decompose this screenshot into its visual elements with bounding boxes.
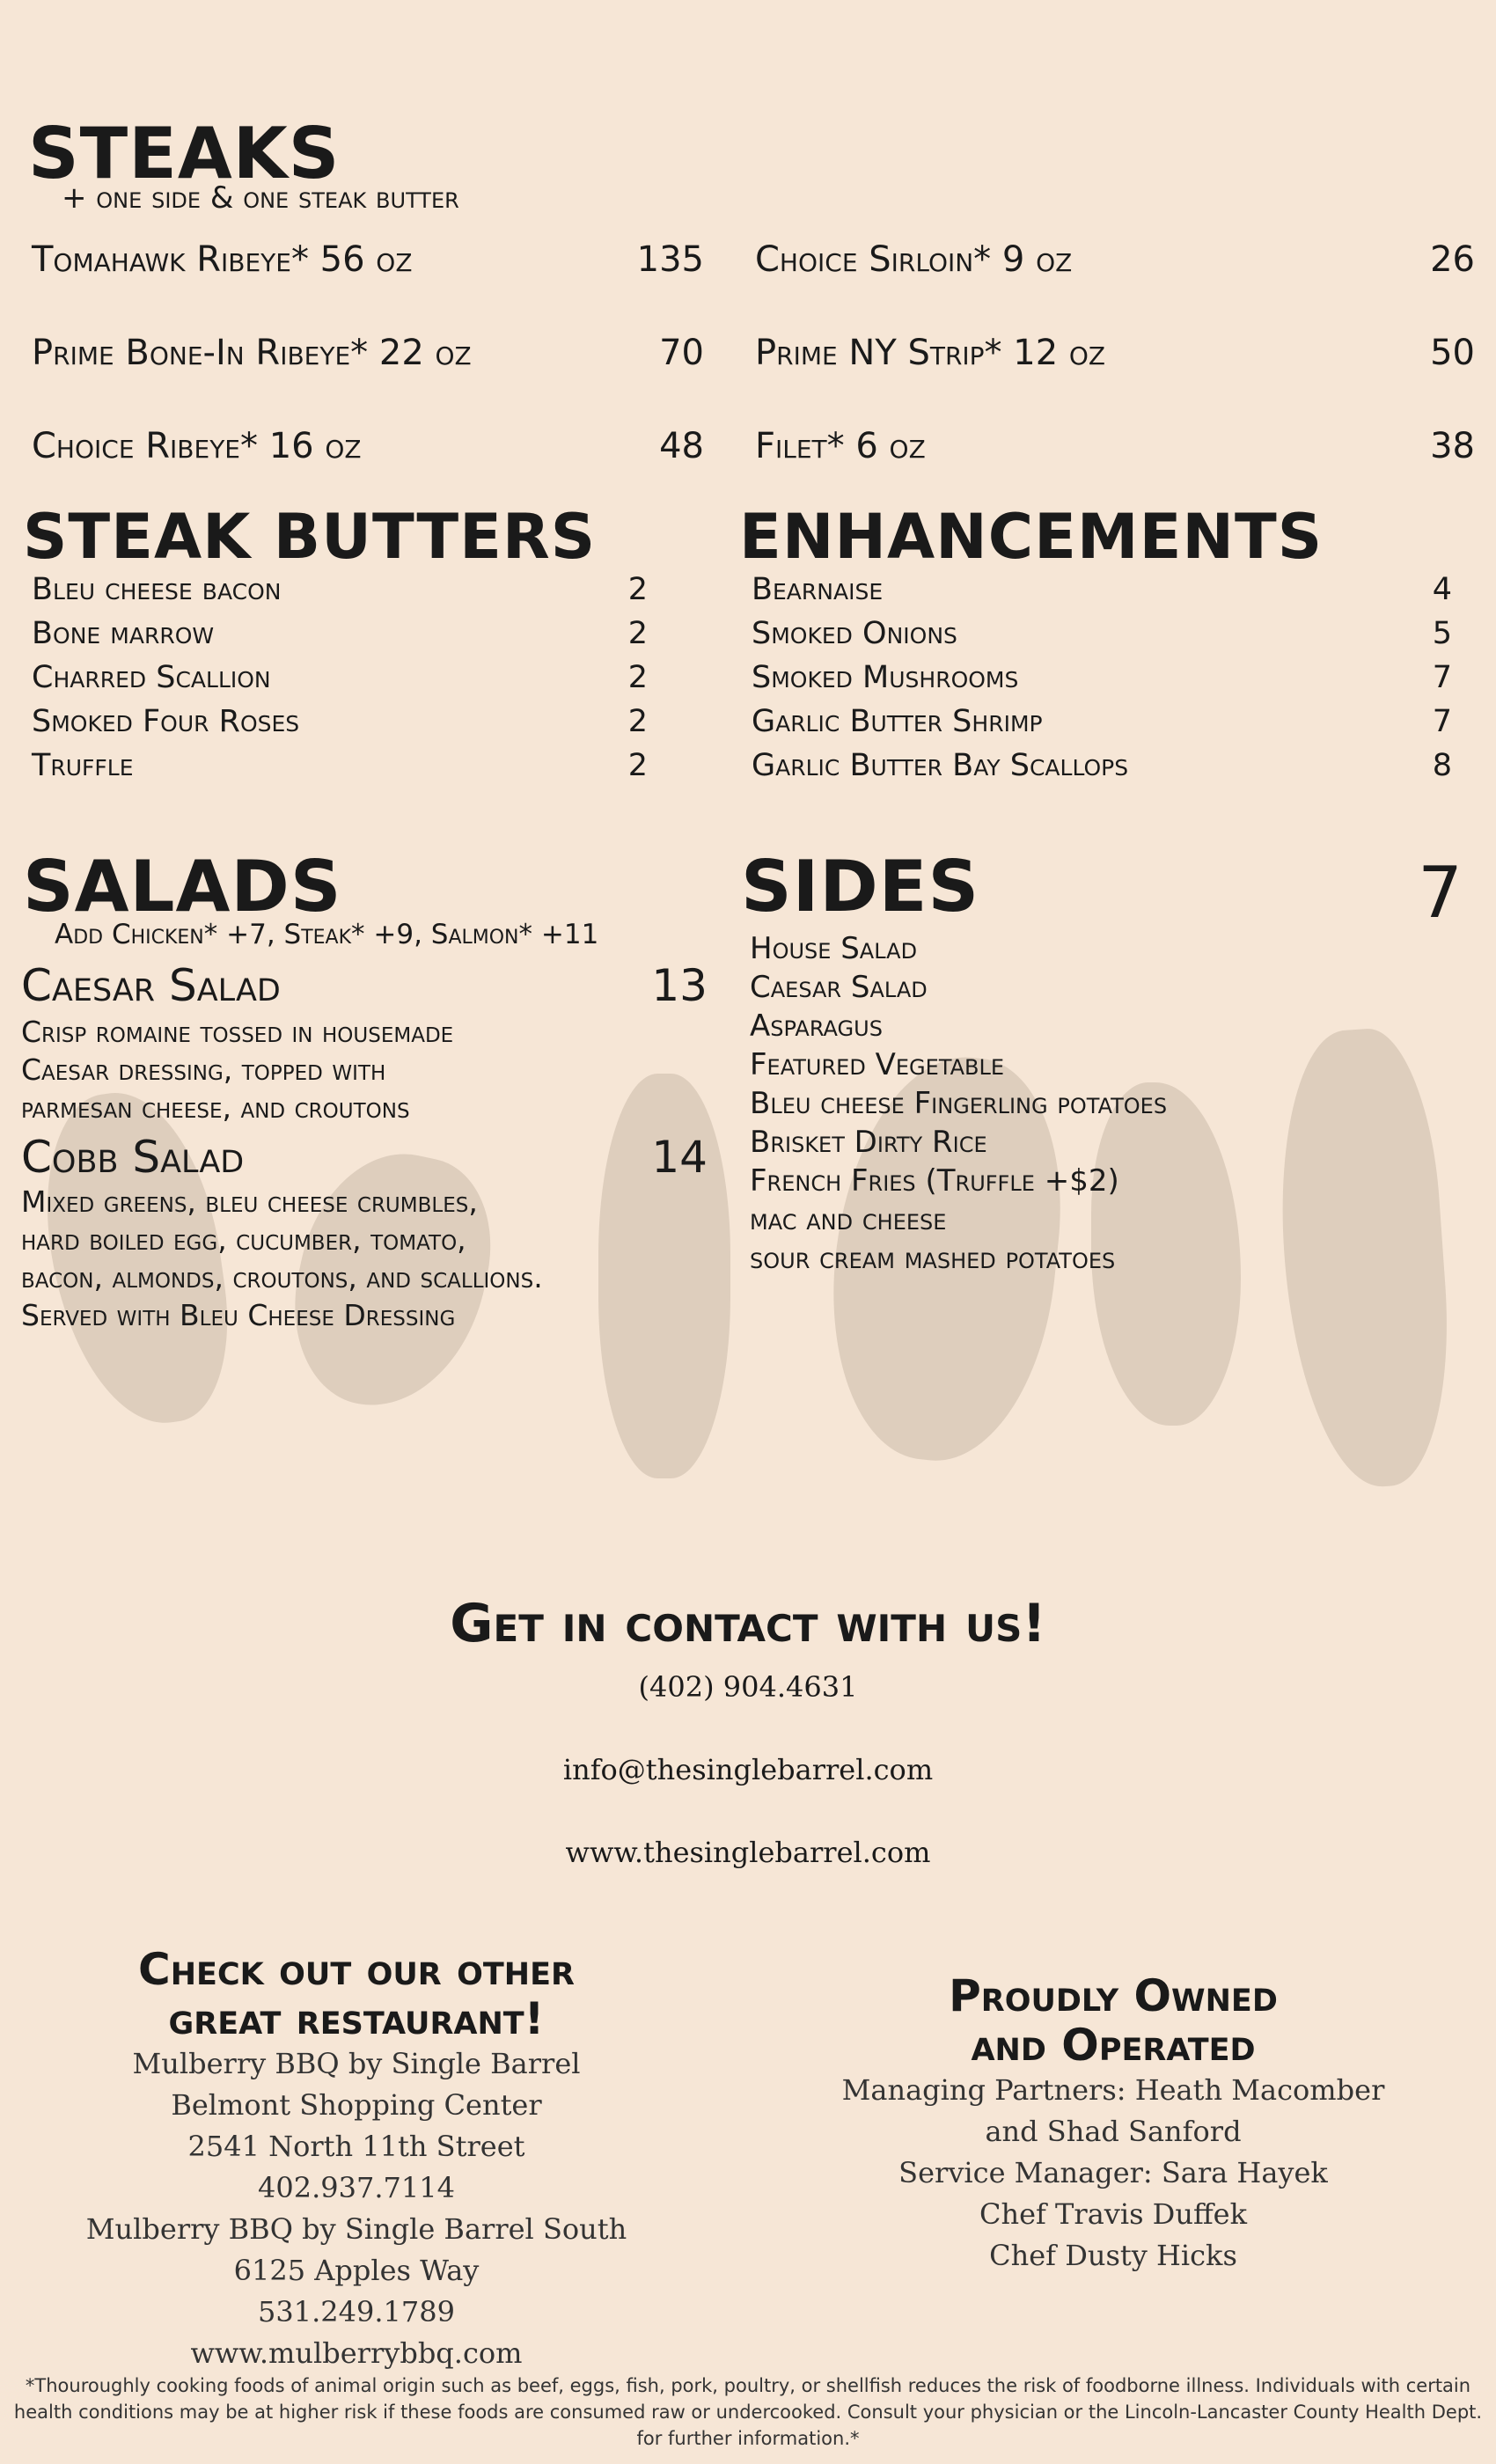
item-price: 14 — [651, 1132, 708, 1183]
salads-addons: Add Chicken* +7, Steak* +9, Salmon* +11 — [55, 919, 599, 950]
salads-list — [21, 960, 708, 1334]
item-name: Smoked Mushrooms — [752, 660, 1019, 695]
menu-item — [32, 426, 704, 479]
steaks-section — [28, 113, 341, 194]
list-item — [32, 612, 648, 656]
list-item — [752, 612, 1452, 656]
item-name: Choice Sirloin* 9 oz — [755, 239, 1073, 280]
sides-header — [741, 846, 1463, 934]
item-price: 8 — [1432, 748, 1452, 783]
sides-title: SIDES — [741, 846, 980, 928]
item-name: Filet* 6 oz — [755, 426, 926, 466]
item-name: Cobb Salad — [21, 1132, 245, 1183]
list-item — [752, 700, 1452, 744]
enhancements-list — [752, 568, 1452, 788]
item-name: Truffle — [32, 748, 134, 783]
description-line: parmesan cheese, and croutons — [21, 1090, 410, 1125]
list-item — [32, 568, 648, 612]
item-price: 7 — [1432, 704, 1452, 739]
item-price: 2 — [627, 616, 648, 651]
item-name: Bone marrow — [32, 616, 215, 651]
item-name: Garlic Butter Bay Scallops — [752, 748, 1129, 783]
footnote-line: *Thouroughly cooking foods of animal origin such as beef, eggs, fish, pork, poultry, or shellfish reduces the risk of foodborne illness. Individuals with certain — [25, 2375, 1471, 2396]
restaurant-phone: 531.249.1789 — [258, 2295, 455, 2328]
item-price: 5 — [1432, 616, 1452, 651]
item-name: Charred Scallion — [32, 660, 271, 695]
restaurant-line: Belmont Shopping Center — [171, 2088, 542, 2122]
contact-email: info@thesinglebarrel.com — [562, 1753, 934, 1786]
item-price: 135 — [636, 239, 704, 280]
owner-line: Service Manager: Sara Hayek — [898, 2156, 1328, 2189]
contact-phone: (402) 904.4631 — [638, 1670, 858, 1704]
item-price: 4 — [1432, 572, 1452, 607]
owner-line: and Shad Sanford — [985, 2115, 1242, 2148]
item-price: 50 — [1430, 333, 1475, 373]
owner-line: Chef Travis Duffek — [979, 2197, 1247, 2231]
item-name: Bearnaise — [752, 572, 884, 607]
salads-title: SALADS — [23, 846, 342, 928]
list-item — [32, 744, 648, 788]
contact-section — [0, 1593, 1496, 1869]
item-price: 13 — [651, 960, 708, 1011]
owner-line: Chef Dusty Hicks — [989, 2239, 1237, 2272]
restaurant-phone: 402.937.7114 — [258, 2171, 455, 2204]
item-name: Garlic Butter Shrimp — [752, 704, 1043, 739]
list-item: Asparagus — [750, 1008, 883, 1044]
list-item: French Fries (Truffle +$2) — [750, 1163, 1119, 1199]
other-restaurant-title-line: Check out our other — [138, 1944, 575, 1995]
item-name: Choice Ribeye* 16 oz — [32, 426, 362, 466]
item-price: 70 — [659, 333, 704, 373]
sides-price: 7 — [1418, 852, 1463, 934]
menu-item — [755, 239, 1475, 333]
footnote — [0, 2372, 1496, 2452]
item-name: Tomahawk Ribeye* 56 oz — [32, 239, 413, 280]
menu-item — [755, 333, 1475, 426]
menu-item — [755, 426, 1475, 479]
restaurant-line: Mulberry BBQ by Single Barrel — [132, 2047, 581, 2080]
steak-butters-title: STEAK BUTTERS — [23, 501, 597, 573]
owners-section — [792, 1971, 1434, 2277]
item-price: 2 — [627, 704, 648, 739]
steak-butters-list — [32, 568, 648, 788]
list-item — [752, 568, 1452, 612]
description-line: bacon, almonds, croutons, and scallions. — [21, 1260, 543, 1294]
item-name: Caesar Salad — [21, 960, 281, 1011]
salad-item — [21, 960, 708, 1011]
sides-list — [750, 929, 1471, 1278]
list-item: Caesar Salad — [750, 970, 928, 1005]
list-item: sour cream mashed potatoes — [750, 1241, 1116, 1276]
restaurant-website: www.mulberrybbq.com — [190, 2336, 523, 2370]
description-line: hard boiled egg, cucumber, tomato, — [21, 1222, 466, 1257]
item-name: Smoked Four Roses — [32, 704, 300, 739]
description-line: Crisp romaine tossed in housemade — [21, 1015, 454, 1049]
list-item — [752, 656, 1452, 700]
restaurant-line: 6125 Apples Way — [233, 2254, 480, 2287]
list-item: mac and cheese — [750, 1202, 947, 1237]
other-restaurant-section — [35, 1945, 678, 2374]
enhancements-title: ENHANCEMENTS — [739, 501, 1324, 573]
steaks-left-column — [32, 239, 704, 479]
item-price: 38 — [1430, 426, 1475, 466]
list-item — [32, 700, 648, 744]
list-item: Bleu cheese Fingerling potatoes — [750, 1086, 1168, 1121]
list-item: Brisket Dirty Rice — [750, 1125, 987, 1160]
steaks-right-column — [755, 239, 1475, 479]
restaurant-line: Mulberry BBQ by Single Barrel South — [85, 2212, 627, 2246]
list-item — [752, 744, 1452, 788]
owners-title-line: Proudly Owned — [949, 1970, 1278, 2021]
item-name: Smoked Onions — [752, 616, 957, 651]
list-item — [32, 656, 648, 700]
item-price: 26 — [1430, 239, 1475, 280]
owner-line: Managing Partners: Heath Macomber — [841, 2073, 1385, 2107]
description-line: Served with Bleu Cheese Dressing — [21, 1298, 456, 1332]
salad-description — [21, 1013, 708, 1126]
footnote-line: for further information.* — [636, 2428, 860, 2449]
steaks-title: STEAKS — [28, 113, 341, 194]
other-restaurant-title-line: great restaurant! — [168, 1993, 545, 2044]
item-price: 2 — [627, 748, 648, 783]
item-price: 2 — [627, 572, 648, 607]
item-price: 48 — [659, 426, 704, 466]
item-name: Bleu cheese bacon — [32, 572, 282, 607]
description-line: Mixed greens, bleu cheese crumbles, — [21, 1184, 478, 1219]
item-name: Prime NY Strip* 12 oz — [755, 333, 1106, 373]
owners-title-line: and Operated — [971, 2020, 1256, 2071]
salad-item — [21, 1132, 708, 1183]
contact-title: Get in contact with us! — [450, 1593, 1046, 1654]
menu-item — [32, 333, 704, 426]
item-price: 2 — [627, 660, 648, 695]
restaurant-line: 2541 North 11th Street — [187, 2130, 525, 2163]
salad-description — [21, 1183, 708, 1334]
menu-item — [32, 239, 704, 333]
footnote-line: health conditions may be at higher risk if these foods are consumed raw or undercooked. Consult your physician or the Lincoln-Lancaster County Health Dept. — [13, 2402, 1483, 2423]
list-item: House Salad — [750, 931, 918, 966]
list-item: Featured Vegetable — [750, 1047, 1005, 1082]
contact-website: www.thesinglebarrel.com — [565, 1836, 931, 1869]
item-name: Prime Bone-In Ribeye* 22 oz — [32, 333, 472, 373]
item-price: 7 — [1432, 660, 1452, 695]
steaks-subtitle: + one side & one steak butter — [62, 180, 459, 216]
description-line: Caesar dressing, topped with — [21, 1052, 386, 1087]
